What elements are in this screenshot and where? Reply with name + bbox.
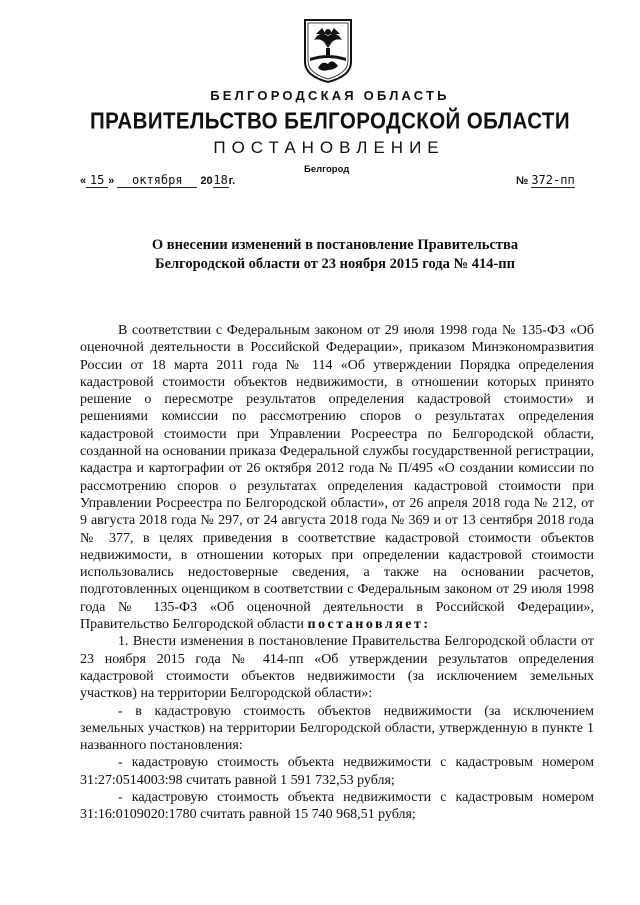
region-name: БЕЛГОРОДСКАЯ ОБЛАСТЬ: [210, 88, 450, 103]
belgorod-coat-of-arms-icon: [302, 18, 354, 84]
date-month: октября: [117, 174, 197, 188]
number-value: 372-пп: [531, 173, 575, 187]
paragraph-item-1: 1. Внести изменения в постановление Правительства Белгородской области от 23 ноября 2015 года № 414-пп «Об утверждении результатов определения кадастровой стоимости объектов недвижимости (за исключением земельных участков) на территории Белгородской области»:: [80, 634, 594, 702]
document-body: [80, 322, 594, 824]
paragraph-value-1: - кадастровую стоимость объекта недвижимости с кадастровым номером 31:27:0514003:98 считать равной 1 591 732,53 рубля;: [80, 755, 594, 788]
date-day: 15: [86, 174, 108, 188]
date-open-quote: «: [80, 175, 87, 187]
document-number: [516, 174, 575, 188]
document-type: ПОСТАНОВЛЕНИЕ: [213, 138, 445, 157]
document-title: [100, 236, 570, 274]
paragraph-preamble: [80, 322, 594, 633]
date-year-abbr: г.: [228, 175, 236, 187]
document-date: [80, 174, 235, 188]
date-year-suffix: 18: [213, 173, 228, 187]
resolves-phrase: постановляет:: [307, 617, 431, 633]
title-line-1: О внесении изменений в постановление Правительства: [151, 237, 519, 253]
title-line-2: Белгородской области от 23 ноября 2015 года № 414-пп: [154, 256, 515, 272]
paragraph-value-2: - кадастровую стоимость объекта недвижимости с кадастровым номером 31:16:0109020:1780 считать равной 15 740 968,51 рубля;: [80, 790, 594, 823]
date-year-prefix: 20: [200, 175, 213, 187]
city-name: Белгород: [304, 164, 350, 175]
date-close-quote: »: [108, 175, 115, 187]
preamble-text: В соответствии с Федеральным законом от 29 июля 1998 года № 135-ФЗ «Об оценочной деятельности в Российской Федерации», приказом Минэкономразвития России от 18 марта 2011 года № 114 «Об утверждении Порядка определения кадастровой стоимости объектов недвижимости, в отношении которых принято решение о пересмотре результатов определения кадастровой стоимости» и решениями комиссии по рассмотрению споров о результатах определения кадастровой стоимости при Управлении Росреестра по Белгородской области, созданной на основании приказа Федеральной службы государственной регистрации, кадастра и картографии от 26 октября 2012 года № П/495 «О создании комиссии по рассмотрению споров о результатах определения кадастровой стоимости при Управлении Росреестра по Белгородской области», от 26 апреля 2018 года № 212, от 9 августа 2018 года № 297, от 24 августа 2018 года № 369 и от 13 сентября 2018 года № 377, в целях приведения в соответствие кадастровой стоимости объектов недвижимости, в отношении которых при определении кадастровой стоимости использовались недостоверные сведения, а также на основании расчетов, подготовленных оценщиком в соответствии с Федеральным законом от 29 июля 1998 года № 135-ФЗ «Об оценочной деятельности в Российской Федерации», Правительство Белгородской области: [80, 323, 594, 633]
number-prefix: №: [516, 175, 529, 187]
government-name: ПРАВИТЕЛЬСТВО БЕЛГОРОДСКОЙ ОБЛАСТИ: [90, 108, 570, 135]
paragraph-subitem: - в кадастровую стоимость объектов недвижимости (за исключением земельных участков) на территории Белгородской области, утвержденную в пункте 1 названного постановления:: [80, 703, 594, 754]
